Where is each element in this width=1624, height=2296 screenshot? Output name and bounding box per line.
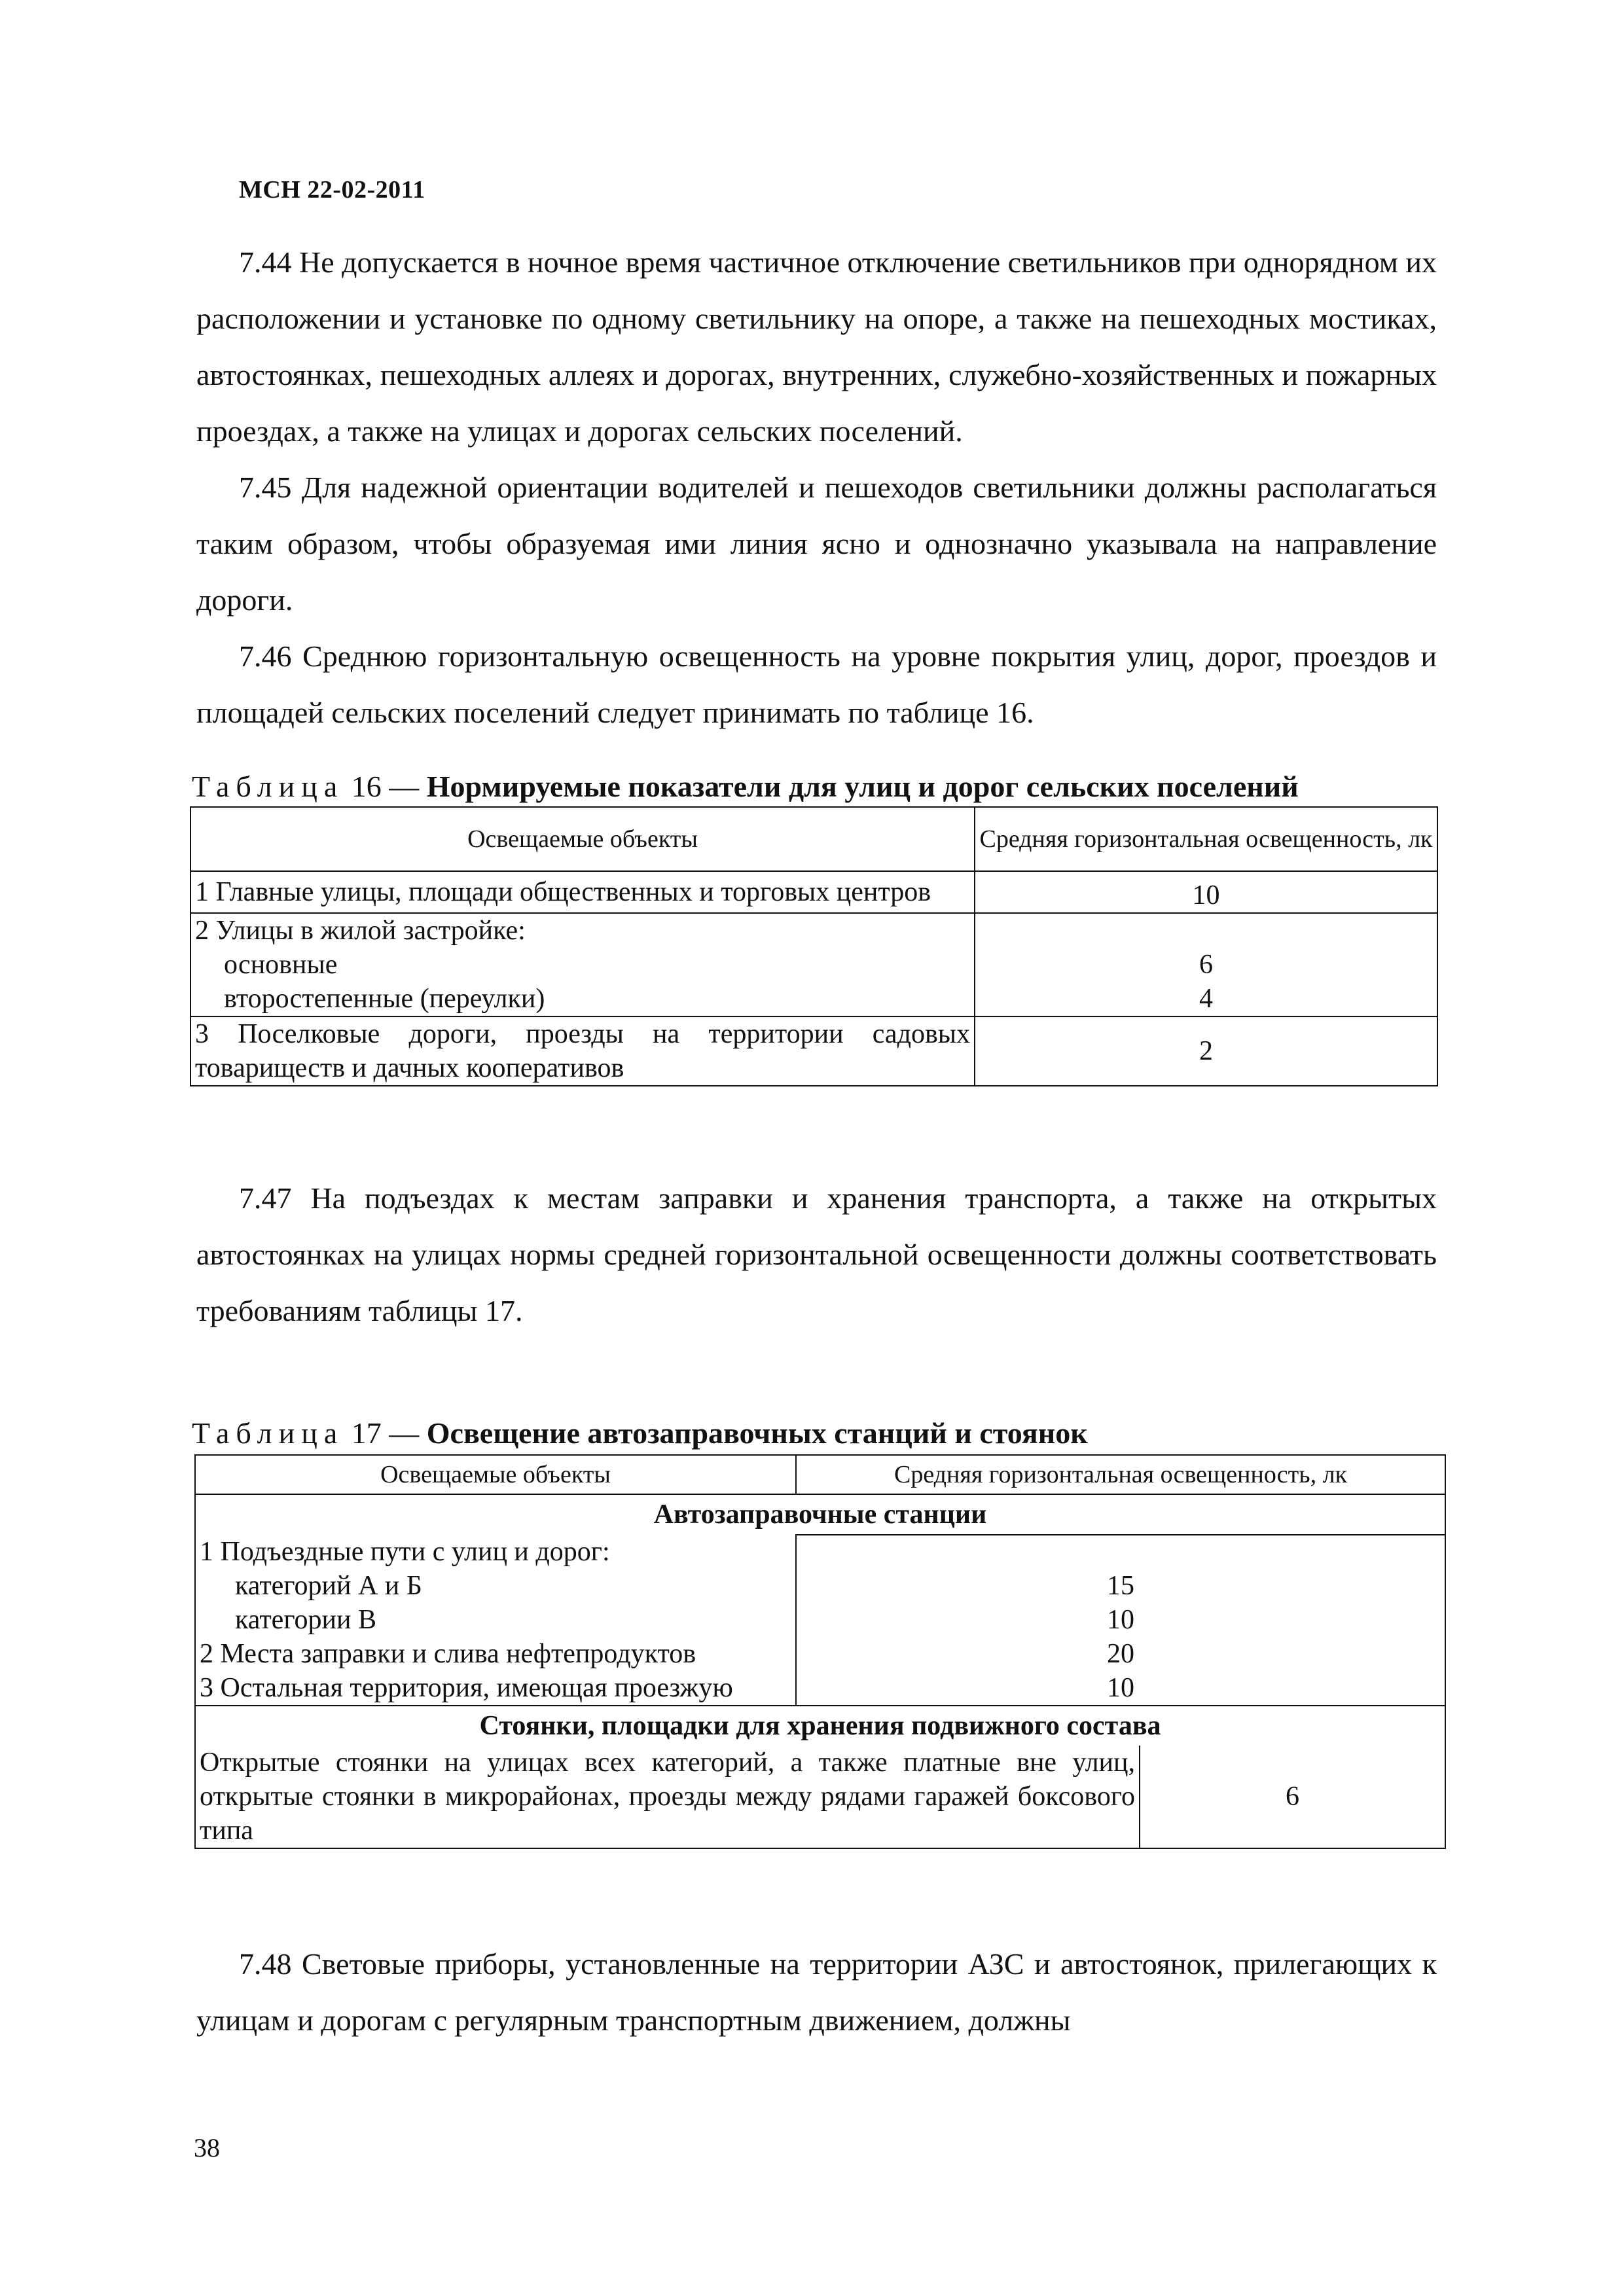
table-17-row-4-value: 20	[796, 1637, 1445, 1671]
paragraph-7-44: 7.44 Не допускается в ночное время частичное отключение светильников при однорядном их расположении и установке по одному светильнику на опоре, а также на пешеходных мостиках, автостоянках, пешеходных аллеях и дорогах, внутренних, служебно-хозяйственных и пожарных проездах, а также на улицах и дорогах сельских поселений.	[196, 245, 1437, 448]
table-17-row-4-label: 2 Места заправки и слива нефтепродуктов	[195, 1637, 796, 1671]
table-16-caption-title: Нормируемые показатели для улиц и дорог сельских поселений	[426, 770, 1299, 803]
table-16-row-2-value	[975, 913, 1437, 948]
table-row	[195, 1746, 1445, 1848]
table-row	[195, 1671, 1445, 1706]
table-16-row-4-label: второстепенные (переулки)	[190, 982, 975, 1016]
table-17-parking-value: 6	[1140, 1746, 1445, 1848]
table-17	[194, 1454, 1446, 1849]
table-row	[195, 1569, 1445, 1603]
paragraph-7-47: 7.47 На подъездах к местам заправки и хранения транспорта, а также на открытых автостоянках на улицах нормы средней горизонтальной освещенности должны соответствовать требованиям таблицы 17.	[196, 1181, 1437, 1327]
table-row	[195, 1535, 1445, 1569]
table-17-row-3-label: категории В	[195, 1603, 796, 1637]
table-17-caption-title: Освещение автозаправочных станций и стоянок	[426, 1416, 1088, 1450]
table-16-header-value: Средняя горизонтальная освещенность, лк	[975, 807, 1437, 871]
paragraph-7-46: 7.46 Среднюю горизонтальную освещенность на уровне покрытия улиц, дорог, проездов и площадей сельских поселений следует принимать по таблице 16.	[196, 639, 1437, 729]
table-17-parking-label: Открытые стоянки на улицах всех категорий, а также платные вне улиц, открытые стоянки в микрорайонах, проезды между рядами гаражей боксового типа	[195, 1746, 1140, 1848]
table-row	[195, 1637, 1445, 1671]
table-16-row-3-label: основные	[190, 948, 975, 982]
table-17-caption-prefix: Таблица	[192, 1416, 344, 1450]
table-17-row-1-label: 1 Подъездные пути с улиц и дорог:	[195, 1535, 796, 1569]
table-row	[190, 948, 1437, 982]
table-17-header-value: Средняя горизонтальная освещенность, лк	[796, 1455, 1445, 1494]
table-row	[190, 982, 1437, 1016]
page-number: 38	[194, 2133, 220, 2162]
table-16-caption-number: 16 —	[351, 770, 420, 803]
table-16-row-1-value: 10	[975, 871, 1437, 913]
table-17-header-objects: Освещаемые объекты	[195, 1455, 796, 1494]
table-17-row-5-value: 10	[796, 1671, 1445, 1706]
table-16-row-5-value: 2	[975, 1016, 1437, 1086]
table-16-caption-prefix: Таблица	[192, 770, 344, 803]
table-17-row-2-value: 15	[796, 1569, 1445, 1603]
paragraph-7-48: 7.48 Световые приборы, установленные на территории АЗС и автостоянок, прилегающих к улицам и дорогам с регулярным транспортным движением, должны	[196, 1947, 1437, 2037]
table-16-row-5-label: 3 Поселковые дороги, проезды на территории садовых товариществ и дачных кооперативов	[190, 1016, 975, 1086]
table-17-section-parking: Стоянки, площадки для хранения подвижного состава	[195, 1706, 1445, 1746]
table-17-row-5-label: 3 Остальная территория, имеющая проезжую	[195, 1671, 796, 1706]
table-16-row-4-value: 4	[975, 982, 1437, 1016]
table-17-row-2-label: категорий А и Б	[195, 1569, 796, 1603]
table-17-caption	[192, 1416, 1088, 1450]
paragraph-7-45: 7.45 Для надежной ориентации водителей и пешеходов светильники должны располагаться таким образом, чтобы образуемая ими линия ясно и однозначно указывала на направление дороги.	[196, 471, 1437, 617]
table-row	[190, 913, 1437, 948]
table-row	[190, 871, 1437, 913]
table-16-row-1-label: 1 Главные улицы, площади общественных и торговых центров	[190, 871, 975, 913]
table-16-header-objects: Освещаемые объекты	[190, 807, 975, 871]
table-row	[190, 1016, 1437, 1086]
table-16-caption	[192, 770, 1299, 804]
table-17-section-fuel-stations: Автозаправочные станции	[195, 1494, 1445, 1535]
table-row	[195, 1603, 1445, 1637]
document-code: МСН 22-02-2011	[239, 176, 425, 204]
table-16-row-2-label: 2 Улицы в жилой застройке:	[190, 913, 975, 948]
table-16-row-3-value: 6	[975, 948, 1437, 982]
table-17-row-1-value	[796, 1535, 1445, 1569]
table-17-caption-number: 17 —	[351, 1416, 420, 1450]
table-16	[190, 806, 1438, 1086]
table-17-row-3-value: 10	[796, 1603, 1445, 1637]
